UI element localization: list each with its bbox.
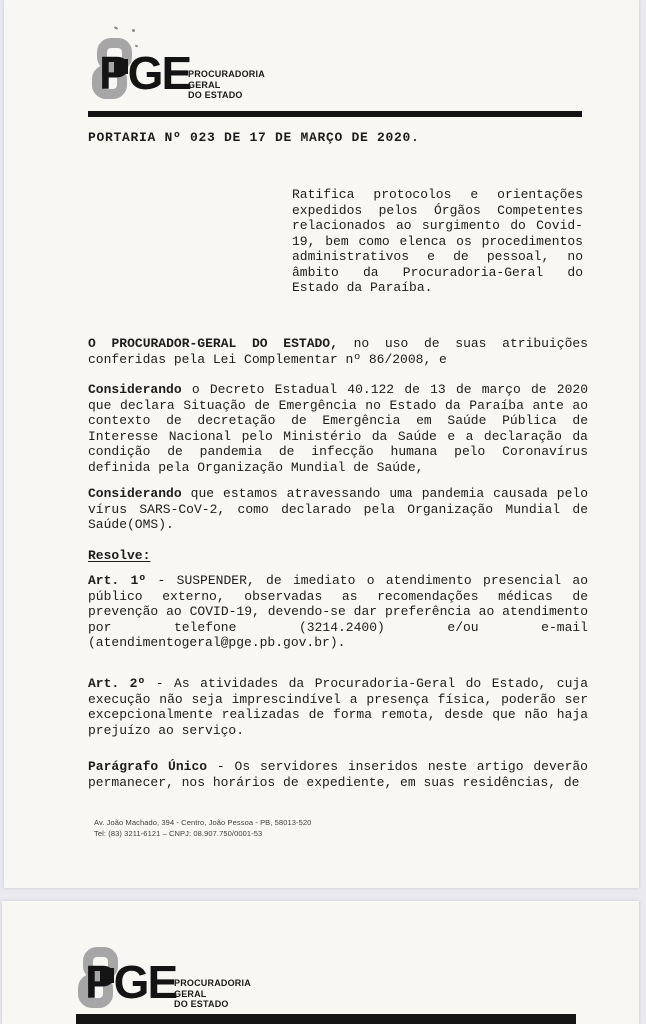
considerando-lead: Considerando [88,486,182,501]
logo-acronym: PGE [85,956,177,1008]
article-lead: Art. 1º [88,573,147,588]
considerando-2-paragraph [88,486,588,533]
article-lead: Art. 2º [88,676,146,691]
preamble-lead: O PROCURADOR-GERAL DO ESTADO, [88,336,338,351]
article-1-paragraph [88,573,588,651]
article-text: - SUSPENDER, de imediato o atendimento presencial ao público externo, observadas as recomendações médicas de prevenção ao COVID-19, devendo-se dar preferência ao atendimento por telefone (3214.2400) e/ou e-mail (atendimentogeral@pge.pb.gov.br). [88,573,588,650]
article-text: - As atividades da Procuradoria-Geral do Estado, cuja execução não seja imprescindível a presença física, poderão ser excepcionalmente realizadas de forma remota, desde que não haja prejuízo ao serviço. [88,676,588,738]
footer-contact: Tel: (83) 3211-6121 – CNPJ: 08.907.750/0001-53 [94,828,263,838]
document-page-2 [2,901,639,1024]
logo-org-name [174,978,251,1010]
considerando-1-paragraph [88,382,588,475]
pen-mark [114,26,118,29]
recital-summary: Ratifica protocolos e orientações expedidos pelos Órgãos Competentes relacionados ao surgimento do Covid-19, bem como elenca os procedimentos administrativos e de pessoal, no âmbito da Procuradoria-Geral do Estado da Paraíba. [292,187,583,295]
header-rule [76,1014,576,1024]
paragrafo-unico-text: - Os servidores inseridos neste artigo deverão permanecer, nos horários de expediente, em suas residências, de [88,759,588,790]
logo-org-line: PROCURADORIA [174,978,251,988]
logo-org-line: DO ESTADO [174,999,229,1009]
logo-org-line: GERAL [174,988,207,999]
header-rule [88,111,582,117]
article-2-paragraph [88,676,588,738]
pge-logo [70,945,250,1015]
footer-address: Av. João Machado, 394 - Centro, João Pessoa - PB, 58013-520 [94,818,312,827]
preamble-paragraph [88,336,588,367]
document-title: PORTARIA Nº 023 DE 17 DE MARÇO DE 2020. [88,130,420,145]
considerando-text: que estamos atravessando uma pandemia causada pelo vírus SARS-CoV-2, como declarado pela Organização Mundial de Saúde(OMS). [88,486,588,532]
paragrafo-unico-lead: Parágrafo Único [88,759,208,774]
logo-org-name [188,69,265,101]
logo-org-line: GERAL [188,79,221,90]
preamble-text: no uso de suas atribuições conferidas pela Lei Complementar nº 86/2008, e [88,336,588,367]
pen-mark [132,29,135,32]
logo-acronym: PGE [99,47,191,99]
considerando-lead: Considerando [88,382,182,397]
document-page-1 [4,0,639,888]
page-footer [94,818,311,839]
logo-org-line: PROCURADORIA [188,69,265,79]
pge-logo [84,36,264,106]
considerando-text: o Decreto Estadual 40.122 de 13 de março de 2020 que declara Situação de Emergência no Estado da Paraíba ante ao contexto de decretação de Emergência em Saúde Pública de Interesse Nacional pelo Ministério da Saúde e a declaração da condição de pandemia de infecção humana pelo Coronavírus definida pela Organização Mundial de Saúde, [88,382,588,475]
paragrafo-unico-paragraph [88,759,588,790]
resolve-label: Resolve: [88,548,151,563]
logo-org-line: DO ESTADO [188,90,243,100]
